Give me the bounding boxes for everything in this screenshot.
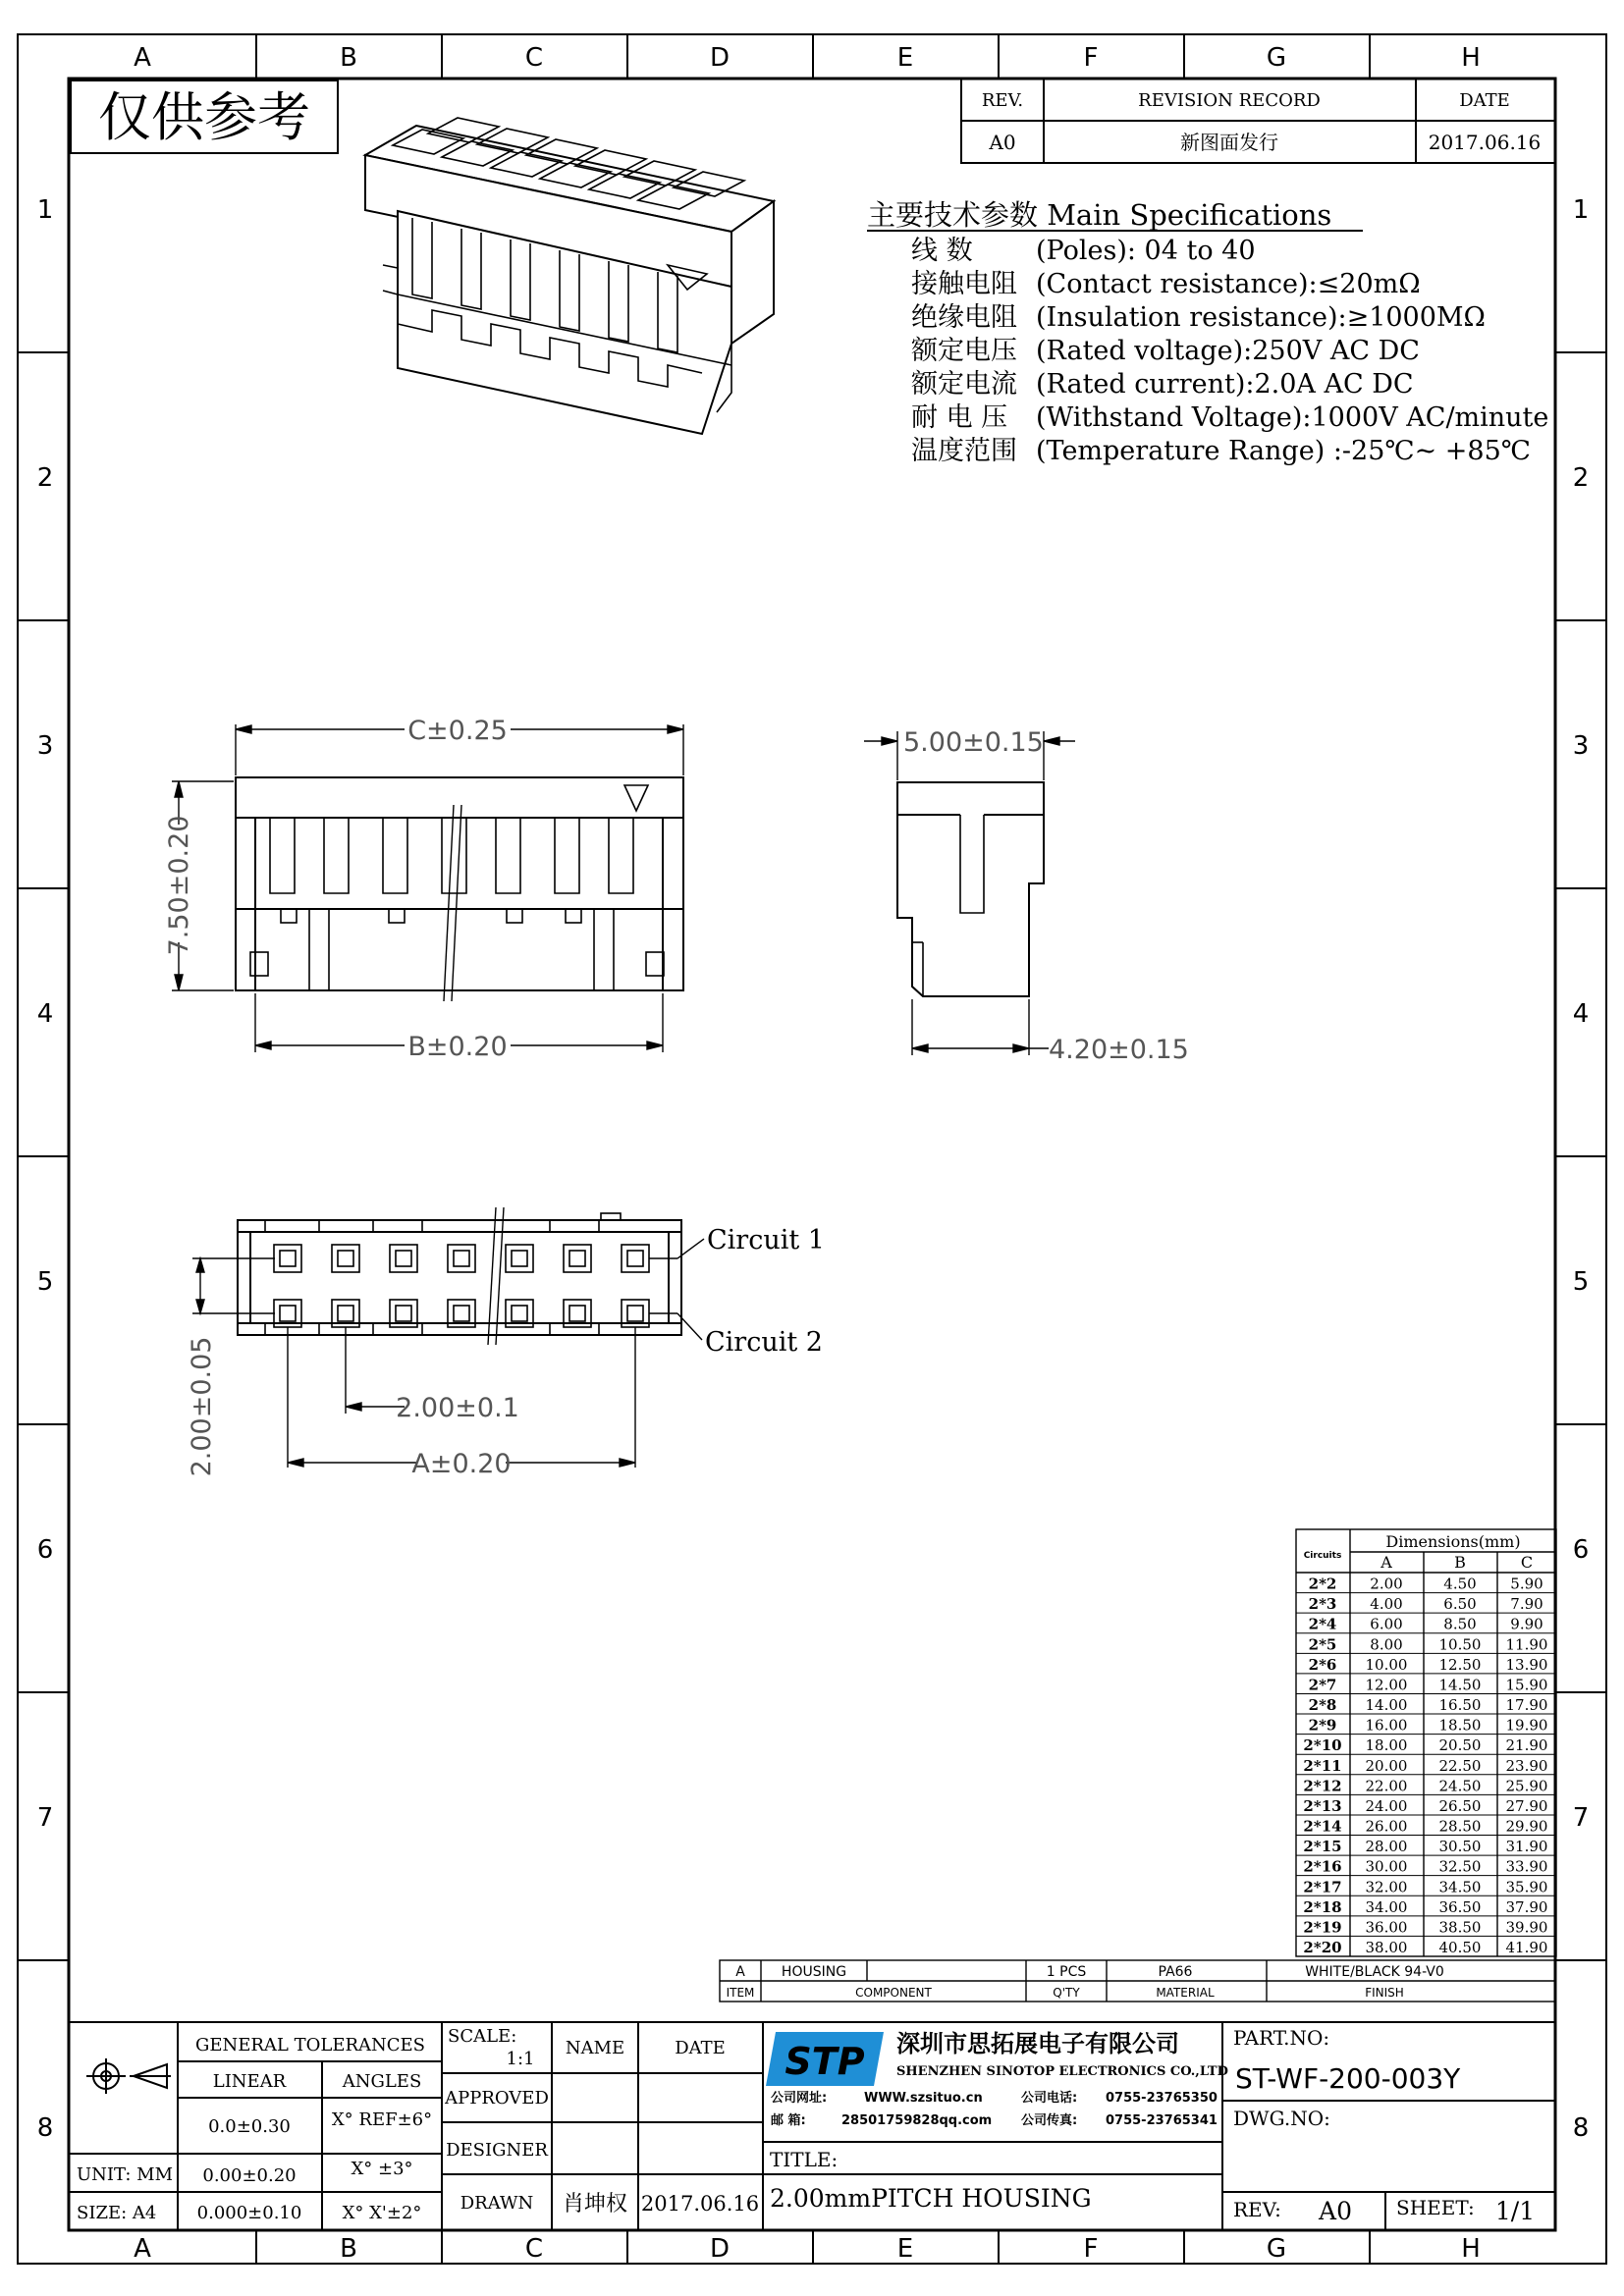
dim-row-value: 4.50	[1443, 1575, 1477, 1593]
spec-value: (Insulation resistance):≥1000MΩ	[1036, 302, 1486, 333]
dim-row-value: 5.90	[1510, 1575, 1543, 1593]
dim-row-value: 8.00	[1370, 1635, 1403, 1654]
spec-label: 接触电阻	[911, 269, 1017, 299]
dim-row-value: 8.50	[1443, 1615, 1477, 1633]
col-label-bottom: G	[1266, 2234, 1287, 2264]
approved-label: APPROVED	[445, 2088, 549, 2109]
rev-header: REV.	[981, 90, 1024, 111]
dim-height: 7.50±0.20	[164, 815, 194, 956]
dim-col-header: C	[1520, 1553, 1534, 1572]
col-label-bottom: B	[340, 2234, 357, 2264]
dim-row-value: 26.50	[1438, 1796, 1482, 1815]
dim-row-circuits: 2*9	[1308, 1716, 1337, 1735]
dim-row-value: 12.50	[1438, 1655, 1482, 1674]
reference-stamp	[71, 80, 338, 153]
dwg-no-label: DWG.NO:	[1233, 2107, 1330, 2130]
company-logo	[766, 2032, 884, 2086]
circuit-2-label: Circuit 2	[705, 1327, 823, 1358]
dim-row-value: 11.90	[1505, 1635, 1548, 1654]
col-label-top: D	[709, 43, 731, 73]
spec-label: 耐 电 压	[911, 402, 1008, 433]
fax-label: 公司传真:	[1021, 2113, 1078, 2128]
revision-description: 新图面发行	[1180, 131, 1278, 154]
dim-row-value: 16.50	[1438, 1696, 1482, 1715]
col-label-bottom: E	[896, 2234, 914, 2264]
col-label-bottom: H	[1461, 2234, 1481, 2264]
dim-row-value: 41.90	[1505, 1939, 1548, 1956]
phone-label: 公司电话:	[1021, 2091, 1078, 2106]
revision-table	[961, 79, 1555, 163]
dim-row-value: 36.00	[1365, 1918, 1408, 1937]
title-block	[69, 2022, 1555, 2230]
dim-row-value: 33.90	[1505, 1857, 1548, 1876]
dim-row-circuits: 2*14	[1303, 1817, 1342, 1836]
dim-row-circuits: 2*3	[1308, 1595, 1337, 1614]
bom-finish-header: FINISH	[1365, 1986, 1404, 2000]
unit-label: UNIT: MM	[77, 2164, 174, 2185]
col-label-bottom: D	[709, 2234, 731, 2264]
row-label-left: 7	[36, 1803, 54, 1833]
dim-c: C±0.25	[407, 716, 508, 746]
dim-row-value: 29.90	[1505, 1817, 1548, 1836]
row-label-right: 4	[1572, 999, 1590, 1029]
rev-date-header: DATE	[1459, 90, 1510, 111]
dim-row-circuits: 2*6	[1308, 1655, 1337, 1674]
dim-col-header: A	[1380, 1553, 1392, 1572]
dim-row-value: 34.50	[1438, 1878, 1482, 1896]
dim-row-circuits: 2*15	[1303, 1838, 1342, 1856]
dim-row-value: 36.50	[1438, 1897, 1482, 1916]
dim-row-value: 34.00	[1365, 1897, 1408, 1916]
spec-label: 绝缘电阻	[911, 302, 1017, 333]
drawn-name: 肖坤权	[562, 2192, 628, 2216]
dim-row-circuits: 2*18	[1303, 1897, 1342, 1916]
dim-row-value: 24.50	[1438, 1777, 1482, 1795]
tol-linear: 0.00±0.20	[202, 2165, 297, 2186]
dim-row-value: 23.90	[1505, 1756, 1548, 1775]
logo-text: STP	[785, 2040, 865, 2083]
dim-row-value: 17.90	[1505, 1696, 1548, 1715]
dim-row-circuits: 2*20	[1303, 1939, 1342, 1956]
dim-row-value: 18.50	[1438, 1716, 1482, 1735]
dim-row-circuits: 2*17	[1303, 1878, 1342, 1896]
dim-side-bottom: 4.20±0.15	[1049, 1035, 1189, 1065]
row-label-left: 8	[36, 2113, 54, 2143]
dim-row-value: 28.00	[1365, 1838, 1408, 1856]
row-label-left: 3	[36, 731, 54, 761]
revision-record-header: REVISION RECORD	[1138, 90, 1321, 111]
specs-title: 主要技术参数 Main Specifications	[867, 198, 1332, 232]
spec-value: (Poles): 04 to 40	[1036, 236, 1256, 266]
angles-label: ANGLES	[342, 2071, 422, 2092]
dim-row-circuits: 2*2	[1308, 1575, 1337, 1593]
dim-row-value: 30.50	[1438, 1838, 1482, 1856]
dim-row-value: 6.00	[1370, 1615, 1403, 1633]
dim-row-value: 18.00	[1365, 1736, 1408, 1755]
spec-value: (Temperature Range) :-25℃~ +85℃	[1036, 436, 1531, 466]
email: 28501759828qq.com	[841, 2113, 993, 2128]
col-label-bottom: C	[524, 2234, 544, 2264]
dim-row-value: 22.50	[1438, 1756, 1482, 1775]
bom-component-header: COMPONENT	[855, 1986, 932, 2000]
dim-row-value: 9.90	[1510, 1615, 1543, 1633]
col-label-top: G	[1266, 43, 1287, 73]
dim-col-header: B	[1454, 1553, 1466, 1572]
main-specifications	[867, 198, 1548, 466]
dim-row-value: 32.50	[1438, 1857, 1482, 1876]
circuits-header: Circuits	[1303, 1551, 1342, 1561]
col-label-top: E	[896, 43, 914, 73]
name-header: NAME	[565, 2038, 625, 2058]
email-label: 邮 箱:	[771, 2113, 806, 2128]
dim-row-circuits: 2*19	[1303, 1918, 1342, 1937]
bom-item-header: ITEM	[726, 1986, 755, 2000]
dim-row-value: 38.50	[1438, 1918, 1482, 1937]
drawn-date: 2017.06.16	[640, 2192, 760, 2216]
general-tolerances-label: GENERAL TOLERANCES	[194, 2035, 426, 2056]
col-label-top: F	[1083, 43, 1099, 73]
row-label-right: 2	[1572, 463, 1590, 493]
rev-value: A0	[989, 131, 1016, 154]
front-view	[236, 777, 683, 1001]
spec-label: 线 数	[911, 236, 973, 266]
row-label-right: 8	[1572, 2113, 1590, 2143]
dim-row-value: 6.50	[1443, 1595, 1477, 1614]
sheet-value: 1/1	[1494, 2197, 1536, 2225]
dim-row-pitch: 2.00±0.05	[187, 1336, 217, 1477]
scale-value: 1:1	[506, 2049, 535, 2069]
row-label-right: 7	[1572, 1803, 1590, 1833]
dim-row-value: 24.00	[1365, 1796, 1408, 1815]
dim-a: A±0.20	[411, 1449, 512, 1479]
website-label: 公司网址:	[771, 2091, 828, 2106]
dim-row-circuits: 2*11	[1303, 1756, 1342, 1775]
dim-row-value: 20.50	[1438, 1736, 1482, 1755]
tol-linear: 0.0±0.30	[208, 2116, 291, 2137]
dim-row-value: 39.90	[1505, 1918, 1548, 1937]
drawing-title: 2.00mmPITCH HOUSING	[770, 2184, 1092, 2213]
tol-linear: 0.000±0.10	[196, 2203, 302, 2223]
col-label-top: A	[134, 43, 151, 73]
dim-row-value: 27.90	[1505, 1796, 1548, 1815]
dim-row-circuits: 2*4	[1308, 1615, 1337, 1633]
dim-row-value: 38.00	[1365, 1939, 1408, 1956]
rev-label: REV:	[1233, 2198, 1281, 2221]
dim-pitch: 2.00±0.1	[396, 1393, 519, 1423]
col-label-bottom: F	[1083, 2234, 1099, 2264]
dim-row-value: 4.00	[1370, 1595, 1403, 1614]
company-name-cn: 深圳市思拓展电子有限公司	[896, 2030, 1179, 2057]
dim-row-circuits: 2*10	[1303, 1736, 1342, 1755]
dim-side-width: 5.00±0.15	[903, 727, 1044, 758]
drawn-label: DRAWN	[460, 2193, 534, 2214]
tol-angle: X° ±3°	[351, 2159, 413, 2179]
dim-row-circuits: 2*7	[1308, 1676, 1337, 1694]
linear-label: LINEAR	[212, 2071, 287, 2092]
spec-value: (Contact resistance):≤20mΩ	[1036, 269, 1421, 299]
dim-row-value: 16.00	[1365, 1716, 1408, 1735]
dim-row-value: 19.90	[1505, 1716, 1548, 1735]
row-label-left: 4	[36, 999, 54, 1029]
bom-finish: WHITE/BLACK 94-V0	[1305, 1964, 1444, 1980]
dim-row-value: 40.50	[1438, 1939, 1482, 1956]
dim-row-value: 13.90	[1505, 1655, 1548, 1674]
size-label: SIZE: A4	[77, 2203, 157, 2223]
row-label-right: 6	[1572, 1535, 1590, 1565]
company-name-en: SHENZHEN SINOTOP ELECTRONICS CO.,LTD	[896, 2064, 1228, 2079]
bom-qty: 1 PCS	[1046, 1964, 1087, 1980]
rev-value: A0	[1319, 2197, 1352, 2225]
tol-angle: X° X'±2°	[342, 2203, 422, 2223]
dim-row-value: 35.90	[1505, 1878, 1548, 1896]
dim-row-value: 10.50	[1438, 1635, 1482, 1654]
row-label-right: 5	[1572, 1267, 1590, 1297]
dim-row-value: 25.90	[1505, 1777, 1548, 1795]
bom-item: A	[735, 1964, 745, 1980]
part-number: ST-WF-200-003Y	[1235, 2062, 1461, 2095]
spec-label: 温度范围	[911, 436, 1017, 466]
sheet-label: SHEET:	[1396, 2196, 1475, 2219]
dim-row-value: 37.90	[1505, 1897, 1548, 1916]
dimensions-title: Dimensions(mm)	[1385, 1532, 1521, 1551]
bom-component: HOUSING	[781, 1964, 847, 1980]
scale-label: SCALE:	[448, 2026, 517, 2047]
dim-row-value: 32.00	[1365, 1878, 1408, 1896]
row-label-right: 3	[1572, 731, 1590, 761]
dim-row-value: 22.00	[1365, 1777, 1408, 1795]
dim-row-circuits: 2*12	[1303, 1777, 1342, 1795]
row-label-left: 5	[36, 1267, 54, 1297]
phone: 0755-23765350	[1106, 2091, 1218, 2106]
bottom-view	[238, 1207, 681, 1345]
bom-material: PA66	[1158, 1964, 1193, 1980]
circuit-1-label: Circuit 1	[707, 1225, 825, 1255]
side-view	[897, 782, 1044, 996]
dim-row-circuits: 2*13	[1303, 1796, 1342, 1815]
spec-value: (Rated voltage):250V AC DC	[1036, 336, 1420, 366]
designer-label: DESIGNER	[446, 2140, 548, 2161]
dim-row-value: 30.00	[1365, 1857, 1408, 1876]
row-label-left: 1	[36, 195, 54, 225]
isometric-view	[365, 118, 774, 434]
dim-row-value: 20.00	[1365, 1756, 1408, 1775]
col-label-top: B	[340, 43, 357, 73]
dimensions-table	[1296, 1529, 1556, 1956]
dim-row-circuits: 2*8	[1308, 1696, 1337, 1715]
dim-row-circuits: 2*5	[1308, 1635, 1337, 1654]
dim-row-value: 14.50	[1438, 1676, 1482, 1694]
row-label-right: 1	[1572, 195, 1590, 225]
dim-row-value: 28.50	[1438, 1817, 1482, 1836]
dim-row-value: 12.00	[1365, 1676, 1408, 1694]
side-view-dimensions	[864, 731, 1075, 1055]
spec-label: 额定电流	[911, 369, 1017, 400]
dim-row-value: 10.00	[1365, 1655, 1408, 1674]
dim-row-value: 21.90	[1505, 1736, 1548, 1755]
row-label-left: 6	[36, 1535, 54, 1565]
title-label: TITLE:	[770, 2148, 839, 2171]
fax: 0755-23765341	[1106, 2113, 1218, 2128]
third-angle-projection-icon	[86, 2058, 171, 2094]
row-label-left: 2	[36, 463, 54, 493]
col-label-bottom: A	[134, 2234, 151, 2264]
dim-row-value: 31.90	[1505, 1838, 1548, 1856]
revision-date: 2017.06.16	[1428, 131, 1542, 154]
part-no-label: PART.NO:	[1233, 2026, 1330, 2050]
dim-row-circuits: 2*16	[1303, 1857, 1342, 1876]
spec-value: (Rated current):2.0A AC DC	[1036, 369, 1414, 400]
col-label-top: C	[524, 43, 544, 73]
tol-angle: X° REF±6°	[331, 2109, 433, 2130]
bom-table	[720, 1960, 1555, 2002]
date-header: DATE	[675, 2038, 726, 2058]
spec-value: (Withstand Voltage):1000V AC/minute	[1036, 402, 1549, 433]
bom-material-header: MATERIAL	[1156, 1986, 1215, 2000]
spec-label: 额定电压	[911, 336, 1017, 366]
dim-row-value: 26.00	[1365, 1817, 1408, 1836]
dim-b: B±0.20	[407, 1032, 508, 1062]
front-view-dimensions	[172, 724, 683, 1052]
dim-row-value: 14.00	[1365, 1696, 1408, 1715]
bom-qty-header: Q'TY	[1053, 1986, 1080, 2000]
dim-row-value: 15.90	[1505, 1676, 1548, 1694]
col-label-top: H	[1461, 43, 1481, 73]
dimension-rows	[1296, 1575, 1556, 1956]
dim-row-value: 2.00	[1370, 1575, 1403, 1593]
dim-row-value: 7.90	[1510, 1595, 1543, 1614]
website: WWW.szsituo.cn	[864, 2091, 983, 2106]
bottom-view-dimensions	[192, 1239, 704, 1468]
stamp-text: 仅供参考	[98, 86, 310, 148]
